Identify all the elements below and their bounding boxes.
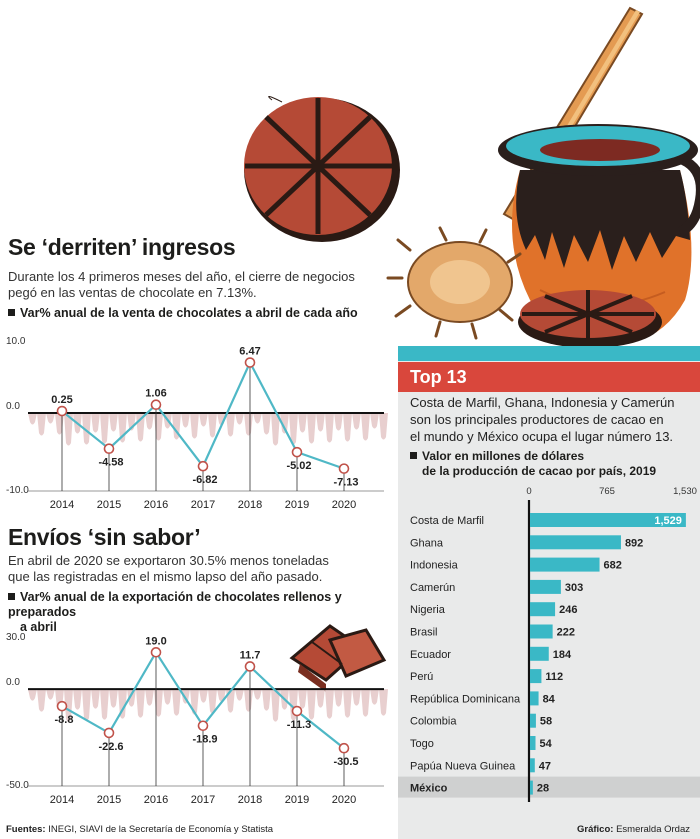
data-point-marker: [58, 407, 67, 416]
bar-value-label: 892: [624, 537, 644, 550]
data-value-label: -22.6: [98, 740, 124, 753]
section2-title: Envíos ‘sin sabor’: [8, 524, 201, 550]
bar-category-label: Ghana: [410, 537, 444, 550]
bar: [530, 558, 600, 572]
bar-category-label: Camerún: [410, 581, 456, 594]
data-value-label: -18.9: [192, 733, 218, 746]
bar-value-label: 54: [539, 738, 552, 750]
data-value-label: 19.0: [145, 635, 167, 648]
section2-lead-line2: que las registradas en el mismo lapso del año pasado.: [8, 569, 323, 584]
top13-banner: [398, 362, 700, 392]
data-value-label: -11.3: [286, 719, 312, 732]
data-value-label: -8.8: [54, 714, 74, 727]
bar: [530, 580, 561, 594]
data-point-marker: [246, 662, 255, 671]
x-tick-label: 2017: [190, 794, 216, 806]
top13-title: Top 13: [410, 367, 467, 387]
y-tick-label: -50.0: [6, 780, 29, 791]
bar-value-label: 246: [559, 604, 578, 617]
top13-lead-line2: son los principales productores de cacao en: [410, 412, 664, 427]
data-point-marker: [246, 358, 255, 367]
bar-category-label: Togo: [410, 738, 434, 750]
bar-value-label: 112: [545, 671, 564, 684]
bar-category-label: Costa de Marfil: [410, 515, 484, 527]
bar: [530, 669, 541, 683]
bar: [530, 535, 621, 549]
data-value-label: -4.58: [98, 456, 124, 469]
y-tick-label: -10.0: [6, 485, 29, 496]
section2-lead-line1: En abril de 2020 se exportaron 30.5% menos toneladas: [8, 553, 329, 568]
bar-category-label: República Dominicana: [410, 693, 521, 706]
bar: [530, 625, 553, 639]
top13-lead: [410, 394, 696, 445]
x-tick-label: 2015: [96, 794, 122, 806]
top13-subtitle-line2: de la producción de cacao por país, 2019: [422, 464, 657, 478]
y-tick-label: 0.0: [6, 401, 20, 412]
data-point-marker: [152, 648, 161, 657]
bar: [530, 781, 533, 795]
section2-subtitle-line2: a abril: [20, 620, 57, 634]
bar-category-label: Brasil: [410, 626, 438, 639]
data-point-marker: [340, 464, 349, 473]
x-tick-label: 2019: [284, 794, 310, 806]
data-point-marker: [293, 707, 302, 716]
data-point-marker: [58, 702, 67, 711]
bar-value-label: 184: [552, 648, 572, 661]
data-point-marker: [293, 448, 302, 457]
panel-top-strip: [398, 346, 700, 362]
x-tick-label: 2014: [49, 794, 75, 806]
bar-value-label: 1,529: [654, 515, 682, 527]
bar-category-label: Perú: [410, 671, 434, 684]
bar-value-label: 58: [539, 715, 553, 728]
chocolate-drip-decoration: [28, 413, 388, 446]
footer-credit: [577, 824, 690, 835]
bullet-square-icon: [8, 593, 15, 600]
bar: [530, 602, 555, 616]
bar: [530, 714, 536, 728]
data-point-marker: [199, 462, 208, 471]
x-tick-label: 2018: [237, 499, 263, 510]
bar-value-label: 222: [556, 626, 575, 639]
sales-line-chart: [0, 325, 395, 510]
bar-value-label: 84: [542, 693, 555, 706]
x-tick-label: 1,530: [673, 486, 697, 497]
top13-lead-line3: el mundo y México ocupa el lugar número 13.: [410, 429, 674, 444]
data-point-marker: [105, 444, 114, 453]
data-point-marker: [340, 744, 349, 753]
section2-subtitle-line1: Var% anual de la exportación de chocolates rellenos y preparados: [8, 590, 342, 619]
bar-value-label: 682: [603, 559, 622, 572]
bar: [530, 758, 535, 772]
chocolate-disc-icon: [244, 96, 400, 242]
section1-lead-line1: Durante los 4 primeros meses del año, el cierre de negocios: [8, 269, 355, 284]
bullet-square-icon: [410, 452, 417, 459]
data-value-label: -7.13: [333, 476, 359, 489]
bar-value-label: 303: [564, 581, 584, 594]
x-tick-label: 2018: [237, 794, 263, 806]
data-point-marker: [105, 728, 114, 737]
footer-sources: [6, 824, 273, 835]
exports-line-chart: [0, 620, 395, 812]
x-tick-label: 2019: [284, 499, 310, 510]
bar-value-label: 28: [536, 782, 550, 795]
bullet-square-icon: [8, 309, 15, 316]
data-value-label: 11.7: [239, 649, 261, 662]
x-tick-label: 2015: [96, 499, 122, 510]
y-tick-label: 0.0: [6, 677, 20, 689]
bar: [530, 647, 549, 661]
bar-category-label: Indonesia: [410, 559, 458, 572]
data-point-marker: [199, 721, 208, 730]
x-tick-label: 2020: [331, 499, 357, 510]
cacao-bar-chart: [398, 480, 700, 802]
x-tick-label: 2016: [143, 499, 169, 510]
y-tick-label: 10.0: [6, 336, 26, 347]
footer-sources-label: Fuentes:: [6, 824, 46, 835]
top13-subtitle-line1: Valor en millones de dólares: [422, 449, 585, 463]
section1-title: Se ‘derriten’ ingresos: [8, 234, 236, 260]
footer-credit-text: Esmeralda Ordaz: [616, 824, 690, 835]
data-value-label: -5.02: [286, 460, 312, 473]
data-value-label: 6.47: [239, 345, 261, 358]
bar-value-label: 47: [538, 760, 552, 773]
data-point-marker: [152, 400, 161, 409]
bar-category-label: Colombia: [410, 715, 457, 728]
section1-subtitle: [8, 306, 393, 321]
data-value-label: 1.06: [145, 387, 167, 400]
bar-category-label: Nigeria: [410, 604, 445, 617]
footer-sources-text: INEGI, SIAVI de la Secretaría de Economía y Statista: [48, 824, 273, 835]
whisk-head-icon: [388, 228, 520, 338]
data-value-label: -30.5: [333, 756, 359, 769]
bar-category-label: Ecuador: [410, 648, 451, 661]
y-tick-label: 30.0: [6, 632, 26, 643]
section1-subtitle-text: Var% anual de la venta de chocolates a abril de cada año: [20, 306, 358, 320]
footer-credit-label: Gráfico:: [577, 824, 614, 835]
bar-category-label: México: [410, 782, 448, 795]
bar-category-label: Papúa Nueva Guinea: [410, 760, 516, 773]
x-tick-label: 2020: [331, 794, 357, 806]
section1-lead: [8, 269, 388, 301]
top13-lead-line1: Costa de Marfil, Ghana, Indonesia y Camerún: [410, 395, 675, 410]
x-tick-label: 2017: [190, 499, 216, 510]
x-tick-label: 2016: [143, 794, 169, 806]
data-value-label: 0.25: [51, 394, 73, 407]
data-value-label: -6.82: [192, 474, 218, 487]
bar: [530, 736, 536, 750]
x-tick-label: 0: [526, 486, 532, 497]
x-tick-label: 765: [599, 486, 615, 497]
section1-lead-line2: pegó en las ventas de chocolate en 7.13%.: [8, 285, 257, 300]
bar: [530, 691, 539, 705]
section2-lead: [8, 553, 388, 585]
top13-subtitle: [410, 449, 690, 479]
x-tick-label: 2014: [49, 499, 75, 510]
